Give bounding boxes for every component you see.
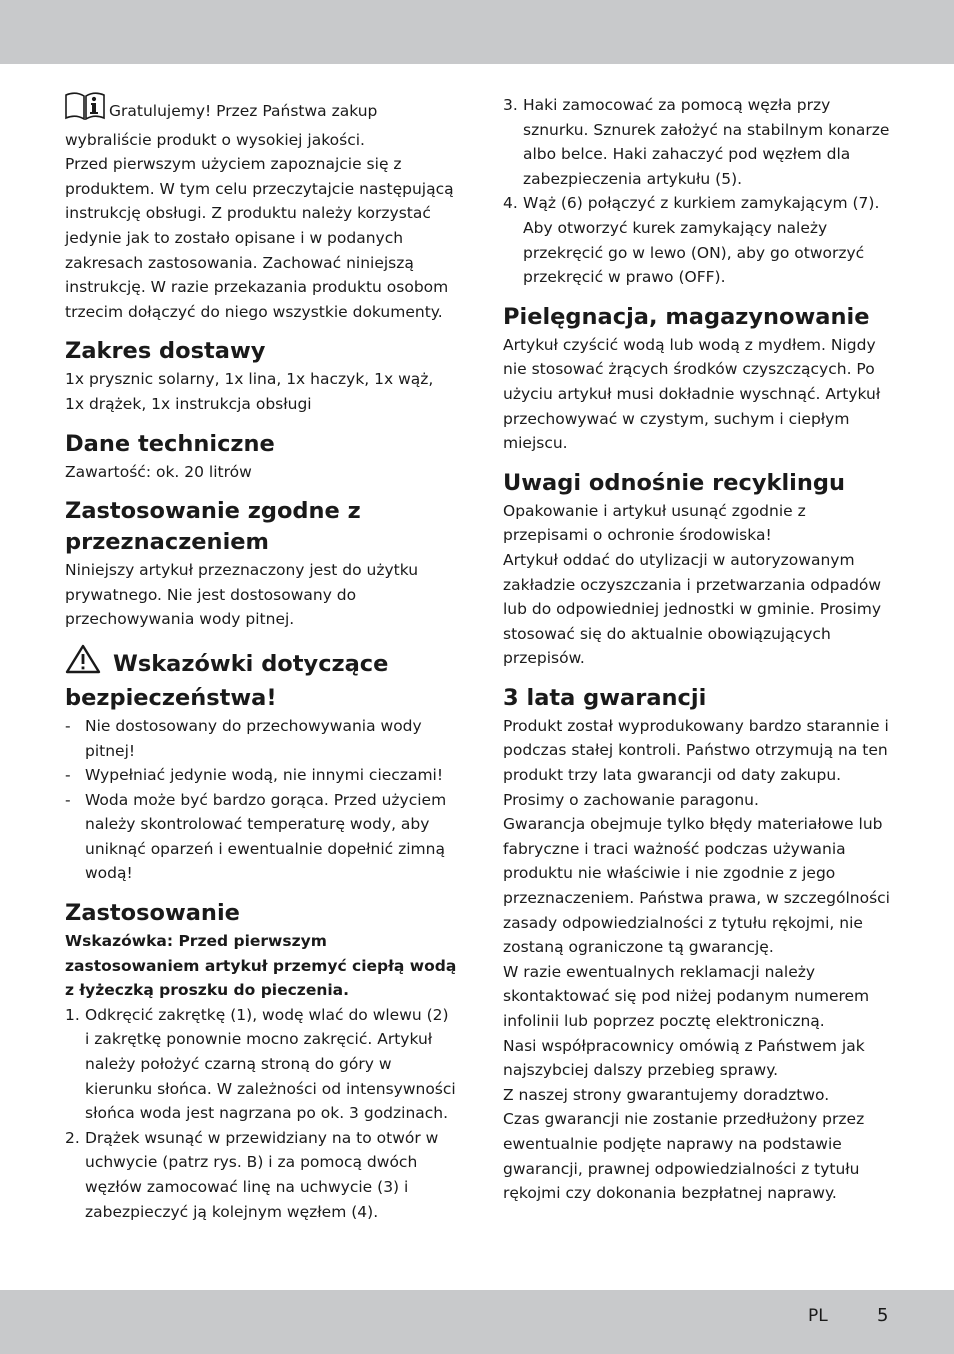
footer-language: PL (808, 1306, 828, 1326)
technical-heading: Dane techniczne (65, 430, 275, 457)
intro-text: Przed pierwszym użyciem zapoznajcie się z produktem. W tym celu przeczytajcie następującą instrukcję obsługi. Z produktu należy korzystać jedynie jak to zostało opisane i w podanych zakresach zastosowania. Zachować niniejszą instrukcję. W razie przekazania produktu osobom trzecim dołączyć do niego wszystkie dokumenty. (65, 155, 454, 321)
recycling-text-2: Artykuł oddać do utylizacji w autoryzowanym zakładzie oczyszczania i przetwarzania odpadów lub do odpowiedniej jednostki w gminie. Prosimy stosować się do aktualnie obowiązujących przepisów. (503, 550, 882, 668)
recycling-text-1: Opakowanie i artykuł usunąć zgodnie z przepisami o ochronie środowiska! (503, 501, 806, 545)
left-column (65, 92, 457, 1224)
header-bar (0, 0, 954, 64)
info-book-icon (65, 92, 105, 128)
warning-triangle-icon (65, 644, 101, 683)
intended-use-heading: Zastosowanie zgodne z przeznaczeniem (65, 498, 361, 556)
page-number: 5 (877, 1305, 889, 1326)
care-text: Artykuł czyścić wodą lub wodą z mydłem. Nigdy nie stosować żrących środków czyszczących. Po użyciu artykuł musi dokładnie wyschnąć. Artykuł przechowywać w czystym, suchym i ciepłym miejscu. (503, 335, 881, 453)
list-item: - Woda może być bardzo gorąca. Przed użyciem należy skontrolować temperaturę wody, aby uniknąć oparzeń i ewentualnie dopełnić zimną wodą! (65, 790, 447, 883)
technical-text: Zawartość: ok. 20 litrów (65, 462, 252, 481)
safety-heading-text: Wskazówki dotyczące bezpieczeństwa! (65, 650, 389, 711)
safety-heading (65, 644, 457, 714)
warranty-text-4: Nasi współpracownicy omówią z Państwem jak najszybciej dalszy przebieg sprawy. (503, 1036, 865, 1080)
intended-use-text: Niniejszy artykuł przeznaczony jest do użytku prywatnego. Nie jest dostosowany do przechowywania wody pitnej. (65, 561, 419, 629)
usage-steps-left (65, 1003, 457, 1224)
list-item: - Wypełniać jedynie wodą, nie innymi cieczami! (65, 766, 444, 785)
care-heading: Pielęgnacja, magazynowanie (503, 303, 870, 330)
list-item: - Nie dostosowany do przechowywania wody pitnej! (65, 716, 422, 760)
intro-lead-text: Gratulujemy! Przez Państwa zakup wybraliście produkt o wysokiej jakości. (65, 102, 378, 149)
intro-lead (65, 92, 457, 152)
list-item: 1. Odkręcić zakrętkę (1), wodę wlać do wlewu (2) i zakrętkę ponownie mocno zakręcić. Artykuł należy położyć czarną stroną do góry w kierunku słońca. W zależności od intensywności słońca woda jest nagrzana po ok. 3 godzinach. (65, 1005, 456, 1123)
warranty-text-3: W razie ewentualnych reklamacji należy skontaktować się pod niżej podanym numerem infolinii lub poprzez pocztę elektroniczną. (503, 962, 870, 1030)
usage-steps-right (503, 93, 895, 290)
delivery-text: 1x prysznic solarny, 1x lina, 1x haczyk, 1x wąż, 1x drążek, 1x instrukcja obsługi (65, 370, 434, 413)
usage-heading: Zastosowanie (65, 900, 240, 927)
list-item: 3. Haki zamocować za pomocą węzła przy sznurku. Sznurek założyć na stabilnym konarze albo belce. Haki zahaczyć pod węzłem dla zabezpieczenia artykułu (5). (503, 96, 890, 188)
list-item: 2. Drążek wsunąć w przewidziany na to otwór w uchwycie (patrz rys. B) i za pomocą dwóch węzłów zamocować linę na uchwycie (3) i zabezpieczyć ją kolejnym węzłem (4). (65, 1128, 439, 1221)
warranty-text-2: Gwarancja obejmuje tylko błędy materiałowe lub fabryczne i traci ważność podczas używania produktu nie właściwie i nie zgodnie z jego przeznaczeniem. Państwa prawa, w szczególności zasady odpowiedzialności z tytułu rękojmi, nie zostaną ograniczone tą gwarancję. (503, 815, 890, 957)
safety-list (65, 714, 457, 886)
warranty-heading: 3 lata gwarancji (503, 684, 707, 711)
right-column (503, 93, 895, 1206)
warranty-text-1: Produkt został wyprodukowany bardzo starannie i podczas stałej kontroli. Państwo otrzymują na ten produkt trzy lata gwarancji od daty zakupu. Prosimy o zachowanie paragonu. (503, 716, 889, 809)
usage-note: Wskazówka: Przed pierwszym zastosowaniem artykuł przemyć ciepłą wodą z łyżeczką proszku do pieczenia. (65, 932, 457, 1000)
warranty-text-6: Czas gwarancji nie zostanie przedłużony przez ewentualnie podjęte naprawy na podstawie gwarancji, prawnej odpowiedzialności z tytułu rękojmi czy dokonania bezpłatnej naprawy. (503, 1110, 865, 1203)
recycling-heading: Uwagi odnośnie recyklingu (503, 469, 846, 496)
delivery-heading: Zakres dostawy (65, 338, 266, 365)
list-item: 4. Wąż (6) połączyć z kurkiem zamykającym (7). Aby otworzyć kurek zamykający należy przekręcić go w lewo (ON), aby go otworzyć przekręcić w prawo (OFF). (503, 194, 880, 287)
warranty-text-5: Z naszej strony gwarantujemy doradztwo. (503, 1085, 830, 1104)
